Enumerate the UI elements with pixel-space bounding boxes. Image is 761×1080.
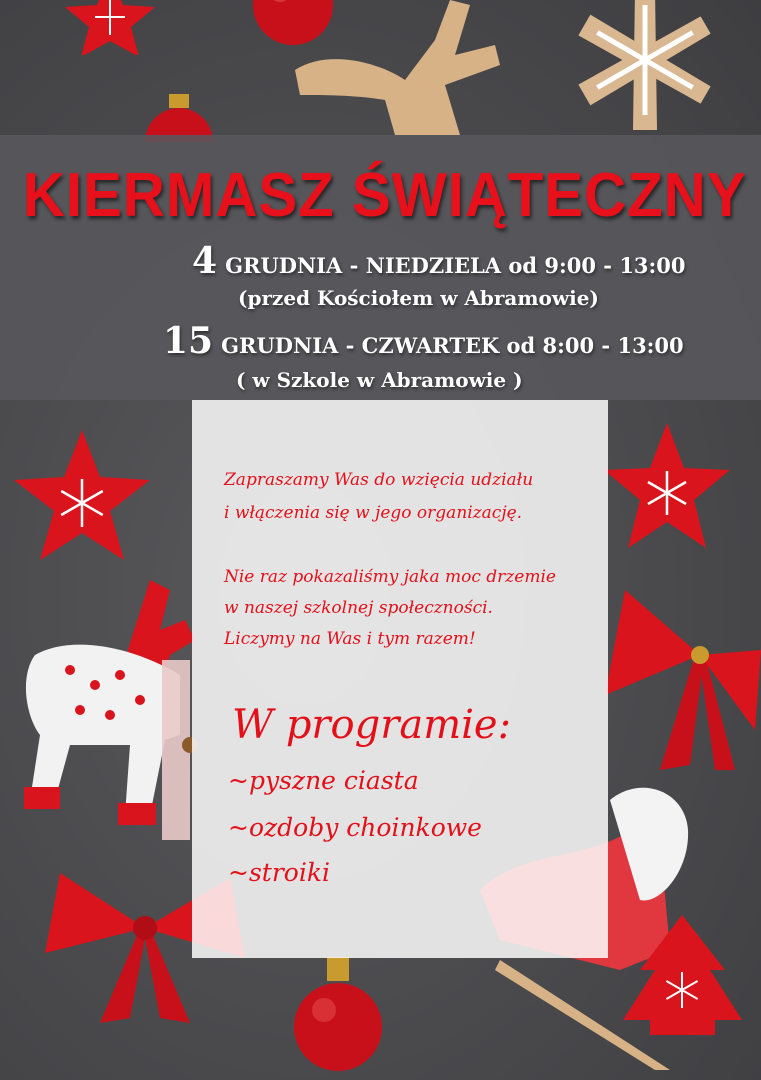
program-item-2: ~ozdoby choinkowe bbox=[228, 813, 482, 842]
program-title: W programie: bbox=[232, 702, 512, 748]
star-icon bbox=[55, 0, 165, 55]
event-location-1: (przed Kościołem w Abramowie) bbox=[238, 286, 599, 310]
invitation-line-5: Liczymy na Was i tym razem! bbox=[224, 629, 476, 649]
event-location-2: ( w Szkole w Abramowie ) bbox=[236, 368, 523, 392]
program-item-1: ~pyszne ciasta bbox=[228, 766, 419, 795]
program-item-3: ~stroiki bbox=[228, 858, 330, 887]
event-date-1 bbox=[192, 240, 686, 282]
event-details-2: GRUDNIA - CZWARTEK od 8:00 - 13:00 bbox=[221, 333, 684, 358]
invitation-line-4: w naszej szkolnej społeczności. bbox=[224, 598, 493, 618]
star-icon bbox=[12, 425, 152, 565]
bauble-icon bbox=[290, 955, 385, 1080]
event-day-1: 4 bbox=[192, 240, 218, 282]
star-icon bbox=[602, 418, 732, 553]
reindeer-icon bbox=[10, 575, 200, 845]
invitation-line-2: i włączenia się w jego organizację. bbox=[224, 503, 523, 523]
event-date-2 bbox=[163, 320, 684, 362]
invitation-line-3: Nie raz pokazaliśmy jaka moc drzemie bbox=[224, 567, 556, 587]
event-day-2: 15 bbox=[163, 320, 214, 362]
reindeer-antler-icon bbox=[285, 0, 515, 140]
tree-icon bbox=[620, 910, 745, 1055]
invitation-line-1: Zapraszamy Was do wzięcia udziału bbox=[224, 470, 534, 490]
event-details-1: GRUDNIA - NIEDZIELA od 9:00 - 13:00 bbox=[225, 253, 686, 278]
snowflake-icon bbox=[530, 0, 760, 135]
poster-title: KIERMASZ ŚWIĄTECZNY bbox=[22, 161, 747, 230]
